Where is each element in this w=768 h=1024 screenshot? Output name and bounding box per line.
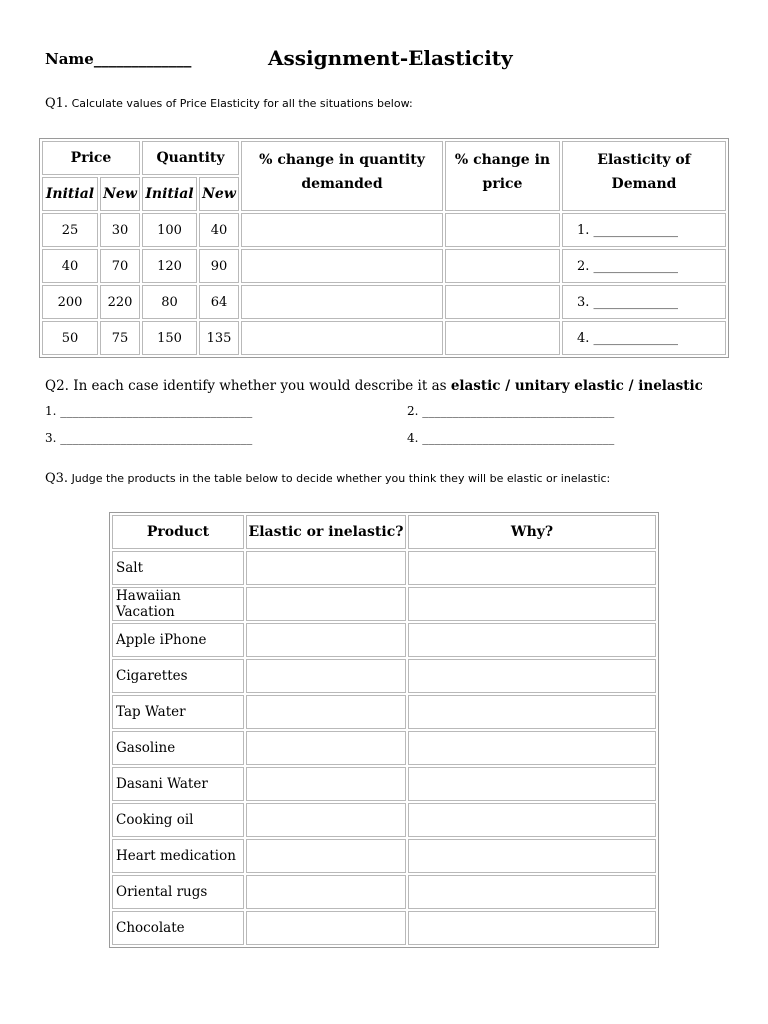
table-row (42, 321, 726, 355)
why-answer-cell[interactable] (408, 875, 656, 909)
elastic-answer-cell[interactable] (246, 731, 406, 765)
quantity-header: Quantity (142, 141, 239, 175)
table-row (112, 911, 656, 945)
q2-option-elastic: elastic (450, 378, 501, 394)
table-row (112, 767, 656, 801)
price-new-cell: 30 (100, 213, 140, 247)
why-answer-cell[interactable] (408, 659, 656, 693)
quantity-new-header: New (199, 177, 239, 211)
product-cell: Apple iPhone (112, 623, 244, 657)
elasticity-answer-cell[interactable]: 2. _____________ (562, 249, 726, 283)
product-cell: Chocolate (112, 911, 244, 945)
product-cell: Gasoline (112, 731, 244, 765)
quantity-new-cell: 90 (199, 249, 239, 283)
q3-text: Judge the products in the table below to decide whether you think they will be elastic or inelastic: (71, 472, 611, 485)
pct-price-answer-cell[interactable] (445, 285, 560, 319)
q2-answer-line-1[interactable]: 1. ________________________________ (45, 404, 253, 418)
q2-option-inelastic: inelastic (638, 378, 703, 394)
price-initial-cell: 25 (42, 213, 98, 247)
elastic-answer-cell[interactable] (246, 695, 406, 729)
table-row (112, 623, 656, 657)
pct-quantity-answer-cell[interactable] (241, 213, 443, 247)
price-initial-cell: 200 (42, 285, 98, 319)
quantity-initial-cell: 100 (142, 213, 197, 247)
elastic-inelastic-header: Elastic or inelastic? (246, 515, 406, 549)
quantity-new-cell: 135 (199, 321, 239, 355)
pct-price-answer-cell[interactable] (445, 213, 560, 247)
price-initial-cell: 40 (42, 249, 98, 283)
why-answer-cell[interactable] (408, 767, 656, 801)
product-cell: Cigarettes (112, 659, 244, 693)
table-row (112, 875, 656, 909)
elasticity-answer-cell[interactable]: 4. _____________ (562, 321, 726, 355)
table-row (112, 839, 656, 873)
price-initial-cell: 50 (42, 321, 98, 355)
product-cell: Tap Water (112, 695, 244, 729)
why-header: Why? (408, 515, 656, 549)
q1-text: Calculate values of Price Elasticity for all the situations below: (71, 97, 413, 110)
q2-instruction (45, 378, 703, 394)
quantity-initial-cell: 80 (142, 285, 197, 319)
q2-separator: / (623, 378, 639, 394)
pct-price-answer-cell[interactable] (445, 249, 560, 283)
product-cell: Salt (112, 551, 244, 585)
name-field-label: Name_____________ (45, 50, 192, 68)
price-header: Price (42, 141, 140, 175)
table-row (112, 551, 656, 585)
table-row (42, 213, 726, 247)
q2-answer-line-4[interactable]: 4. ________________________________ (407, 431, 615, 445)
price-new-cell: 220 (100, 285, 140, 319)
product-cell: Oriental rugs (112, 875, 244, 909)
quantity-initial-cell: 150 (142, 321, 197, 355)
pct-quantity-answer-cell[interactable] (241, 249, 443, 283)
elastic-answer-cell[interactable] (246, 551, 406, 585)
price-elasticity-table (39, 138, 729, 358)
why-answer-cell[interactable] (408, 911, 656, 945)
quantity-new-cell: 64 (199, 285, 239, 319)
q3-instruction (45, 471, 610, 486)
q2-option-unitary: unitary elastic (514, 378, 624, 394)
why-answer-cell[interactable] (408, 839, 656, 873)
elastic-answer-cell[interactable] (246, 659, 406, 693)
q2-separator: / (500, 378, 515, 394)
price-new-header: New (100, 177, 140, 211)
why-answer-cell[interactable] (408, 803, 656, 837)
elastic-answer-cell[interactable] (246, 875, 406, 909)
table-row (112, 803, 656, 837)
product-elasticity-table (109, 512, 659, 948)
elastic-answer-cell[interactable] (246, 587, 406, 621)
table-row (42, 285, 726, 319)
q1-instruction (45, 96, 413, 111)
quantity-initial-cell: 120 (142, 249, 197, 283)
elastic-answer-cell[interactable] (246, 911, 406, 945)
elastic-answer-cell[interactable] (246, 839, 406, 873)
product-header: Product (112, 515, 244, 549)
pct-quantity-header: % change in quantity demanded (241, 141, 443, 211)
price-new-cell: 70 (100, 249, 140, 283)
q2-answer-line-3[interactable]: 3. ________________________________ (45, 431, 253, 445)
pct-price-header: % change in price (445, 141, 560, 211)
table-row (112, 731, 656, 765)
q1-number: Q1. (45, 96, 69, 111)
why-answer-cell[interactable] (408, 731, 656, 765)
product-cell: Cooking oil (112, 803, 244, 837)
elastic-answer-cell[interactable] (246, 767, 406, 801)
product-cell: Hawaiian Vacation (112, 587, 244, 621)
table-row (112, 587, 656, 621)
elastic-answer-cell[interactable] (246, 803, 406, 837)
price-initial-header: Initial (42, 177, 98, 211)
quantity-initial-header: Initial (142, 177, 197, 211)
quantity-new-cell: 40 (199, 213, 239, 247)
why-answer-cell[interactable] (408, 623, 656, 657)
table-row (42, 249, 726, 283)
product-cell: Dasani Water (112, 767, 244, 801)
q2-answer-line-2[interactable]: 2. ________________________________ (407, 404, 615, 418)
table-row (112, 695, 656, 729)
pct-quantity-answer-cell[interactable] (241, 285, 443, 319)
elasticity-header: Elasticity of Demand (562, 141, 726, 211)
q2-text: Q2. In each case identify whether you would describe it as (45, 378, 451, 394)
page-title: Assignment-Elasticity (268, 46, 513, 70)
why-answer-cell[interactable] (408, 587, 656, 621)
pct-price-answer-cell[interactable] (445, 321, 560, 355)
elasticity-answer-cell[interactable]: 1. _____________ (562, 213, 726, 247)
table-row (112, 659, 656, 693)
elasticity-answer-cell[interactable]: 3. _____________ (562, 285, 726, 319)
why-answer-cell[interactable] (408, 551, 656, 585)
q3-number: Q3. (45, 471, 69, 486)
pct-quantity-answer-cell[interactable] (241, 321, 443, 355)
elastic-answer-cell[interactable] (246, 623, 406, 657)
why-answer-cell[interactable] (408, 695, 656, 729)
price-new-cell: 75 (100, 321, 140, 355)
product-cell: Heart medication (112, 839, 244, 873)
